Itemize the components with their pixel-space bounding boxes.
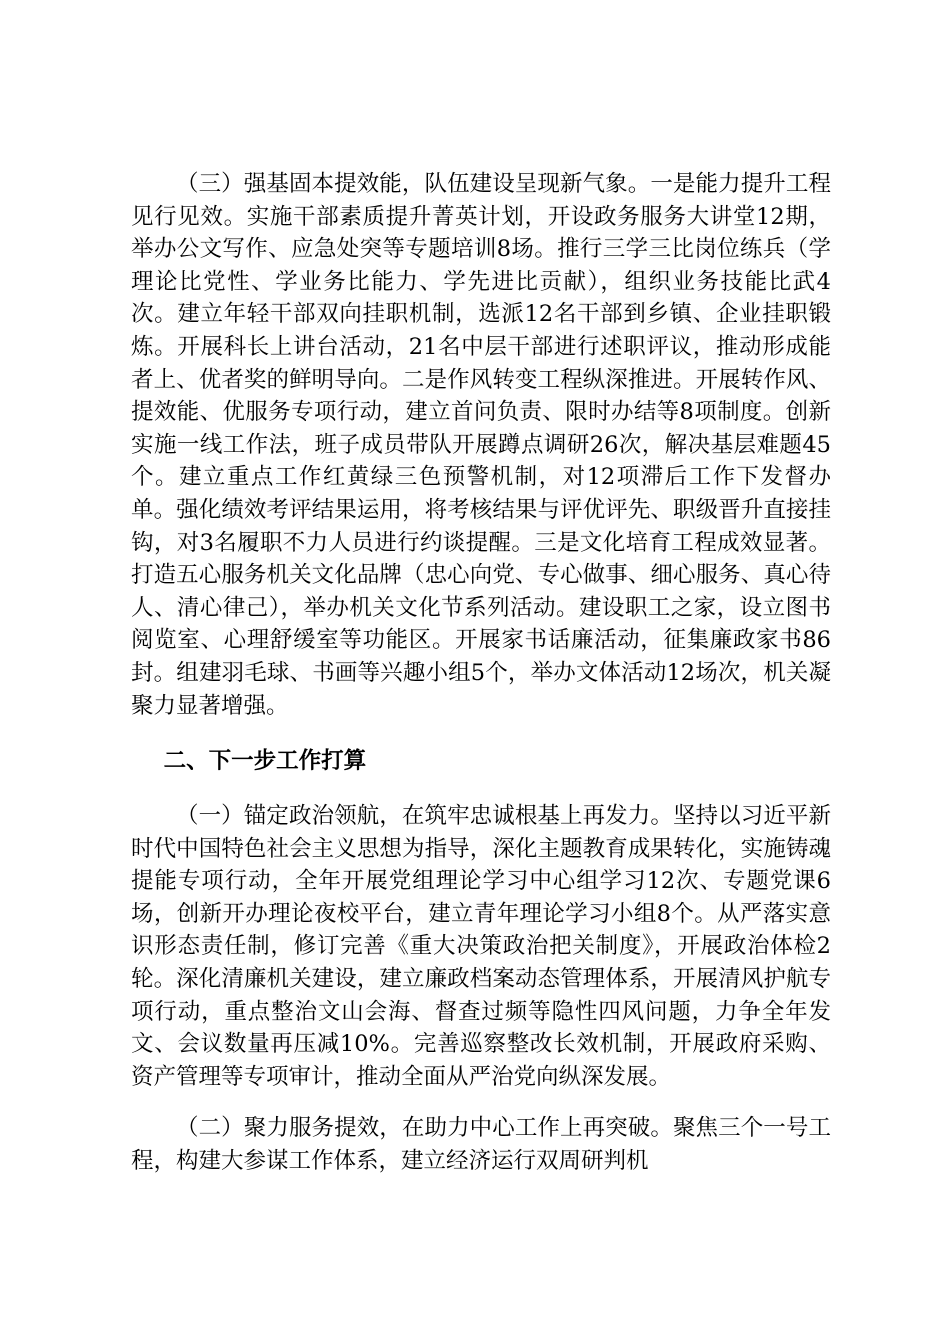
- spacer: [131, 777, 831, 800]
- paragraph-capability-building: （三）强基固本提效能，队伍建设呈现新气象。一是能力提升工程见行见效。实施干部素质提升菁英计划，开设政务服务大讲堂12期，举办公文写作、应急处突等专题培训8场。推行三学三比岗位练兵（学理论比党性、学业务比能力、学先进比贡献），组织业务技能比武4次。建立年轻干部双向挂职机制，选派12名干部到乡镇、企业挂职锻炼。开展科长上讲台活动，21名中层干部进行述职评议，推动形成能者上、优者奖的鲜明导向。二是作风转变工程纵深推进。开展转作风、提效能、优服务专项行动，建立首问负责、限时办结等8项制度。创新实施一线工作法，班子成员带队开展蹲点调研26次，解决基层难题45个。建立重点工作红黄绿三色预警机制，对12项滞后工作下发督办单。强化绩效考评结果运用，将考核结果与评优评先、职级晋升直接挂钩，对3名履职不力人员进行约谈提醒。三是文化培育工程成效显著。打造五心服务机关文化品牌（忠心向党、专心做事、细心服务、真心待人、清心律己），举办机关文化节系列活动。建设职工之家，设立图书阅览室、心理舒缓室等功能区。开展家书话廉活动，征集廉政家书86封。组建羽毛球、书画等兴趣小组5个，举办文体活动12场次，机关凝聚力显著增强。: [131, 171, 831, 719]
- spacer: [131, 1093, 831, 1112]
- spacer: [131, 722, 831, 745]
- section-heading-next-steps: 二、下一步工作打算: [163, 748, 367, 775]
- paragraph-political-leadership: （一）锚定政治领航，在筑牢忠诚根基上再发力。坚持以习近平新时代中国特色社会主义思想为指导，深化主题教育成果转化，实施铸魂提能专项行动，全年开展党组理论学习中心组学习12次、专题党课6场，创新开办理论夜校平台，建立青年理论学习小组8个。从严落实意识形态责任制，修订完善《重大决策政治把关制度》，开展政治体检2轮。深化清廉机关建设，建立廉政档案动态管理体系，开展清风护航专项行动，重点整治文山会海、督查过频等隐性四风问题，力争全年发文、会议数量再压减10%。完善巡察整改长效机制，开展政府采购、资产管理等专项审计，推动全面从严治党向纵深发展。: [131, 803, 831, 1090]
- document-body: [131, 168, 831, 1178]
- paragraph-service-efficiency: （二）聚力服务提效，在助力中心工作上再突破。聚焦三个一号工程，构建大参谋工作体系，建立经济运行双周研判机: [131, 1115, 831, 1175]
